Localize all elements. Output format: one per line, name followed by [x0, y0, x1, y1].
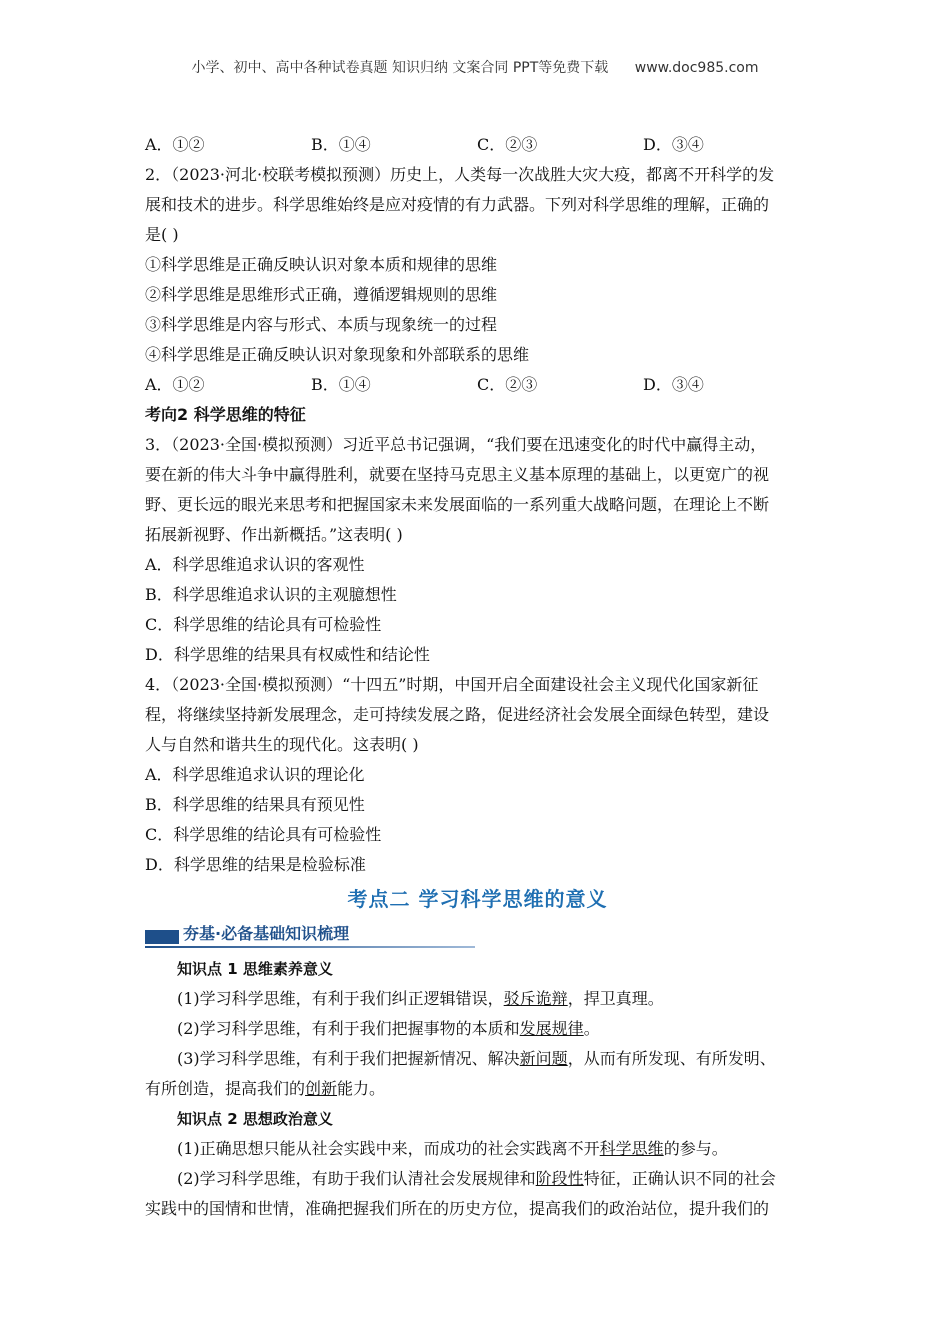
banner-bar	[145, 930, 179, 944]
option: B．①④	[311, 135, 371, 154]
option: C．科学思维的结论具有可检验性	[145, 615, 382, 634]
header-text: 小学、初中、高中各种试卷真题 知识归纳 文案合同 PPT等免费下载	[191, 60, 609, 76]
section-title: 考点二 学习科学思维的意义	[347, 887, 608, 911]
paragraph-continuation: 实践中的国情和世情，准确把握我们所在的历史方位，提高我们的政治站位，提升我们的	[145, 1199, 770, 1218]
paragraph: (2)学习科学思维，有利于我们把握事物的本质和发展规律。	[177, 1019, 600, 1038]
paragraph-continuation: 有所创造，提高我们的创新能力。	[145, 1079, 386, 1098]
statement: ②科学思维是思维形式正确，遵循逻辑规则的思维	[145, 285, 498, 304]
question-text: 要在新的伟大斗争中赢得胜利，就要在坚持马克思主义基本原理的基础上，以更宽广的视	[145, 465, 770, 484]
underlined-term: 新问题	[519, 1049, 568, 1068]
question-4	[145, 670, 810, 880]
option: B．科学思维追求认识的主观臆想性	[145, 585, 397, 604]
question-text: 人与自然和谐共生的现代化。这表明( )	[145, 735, 419, 754]
question-text: 程，将继续坚持新发展理念，走可持续发展之路，促进经济社会发展全面绿色转型，建设	[145, 705, 770, 724]
option: D．科学思维的结果具有权威性和结论性	[145, 645, 430, 664]
banner-rule	[145, 946, 475, 948]
paragraph: (1)正确思想只能从社会实践中来，而成功的社会实践离不开科学思维的参与。	[177, 1139, 728, 1158]
underlined-term: 驳斥诡辩	[503, 989, 568, 1008]
option: A．①②	[145, 375, 205, 394]
paragraph: (2)学习科学思维，有助于我们认清社会发展规律和阶段性特征，正确认识不同的社会	[177, 1169, 776, 1188]
q2-options	[145, 370, 810, 400]
paragraph: (1)学习科学思维，有利于我们纠正逻辑错误，驳斥诡辩，捍卫真理。	[177, 989, 664, 1008]
knowledge-point-title: 知识点 1 思维素养意义	[177, 960, 333, 978]
header-site: www.doc985.com	[634, 60, 759, 76]
question-3	[145, 430, 810, 670]
option: D．科学思维的结果是检验标准	[145, 855, 366, 874]
knowledge-point-title: 知识点 2 思想政治意义	[177, 1110, 333, 1128]
question-2	[145, 160, 810, 400]
option: D．③④	[643, 135, 704, 154]
option: B．①④	[311, 375, 371, 394]
banner-label: 夯基·必备基础知识梳理	[183, 924, 350, 943]
question-text: 是( )	[145, 225, 179, 244]
statement: ①科学思维是正确反映认识对象本质和规律的思维	[145, 255, 498, 274]
question-text: 2．（2023·河北·校联考模拟预测）历史上，人类每一次战胜大灾大疫，都离不开科学的发	[145, 165, 775, 184]
question-text: 野、更长远的眼光来思考和把握国家未来发展面临的一系列重大战略问题，在理论上不断	[145, 495, 770, 514]
page-header	[0, 57, 950, 77]
underlined-term: 创新	[305, 1079, 338, 1098]
q1-options	[145, 130, 810, 160]
option: A．科学思维追求认识的理论化	[145, 765, 365, 784]
option: B．科学思维的结果具有预见性	[145, 795, 365, 814]
question-text: 拓展新视野、作出新概括。”这表明( )	[145, 525, 403, 544]
section-banner	[145, 920, 810, 948]
option: A．科学思维追求认识的客观性	[145, 555, 365, 574]
document-body	[145, 130, 810, 1224]
underlined-term: 科学思维	[599, 1139, 664, 1158]
option: A．①②	[145, 135, 205, 154]
paragraph: (3)学习科学思维，有利于我们把握新情况、解决新问题，从而有所发现、有所发明、	[177, 1049, 776, 1068]
option: C．②③	[477, 135, 538, 154]
question-text: 4．（2023·全国·模拟预测）“十四五”时期，中国开启全面建设社会主义现代化国家新征	[145, 675, 759, 694]
subsection-heading: 考向2 科学思维的特征	[145, 405, 306, 424]
statement: ③科学思维是内容与形式、本质与现象统一的过程	[145, 315, 498, 334]
option: C．②③	[477, 375, 538, 394]
option: C．科学思维的结论具有可检验性	[145, 825, 382, 844]
option: D．③④	[643, 375, 704, 394]
question-text: 展和技术的进步。科学思维始终是应对疫情的有力武器。下列对科学思维的理解，正确的	[145, 195, 770, 214]
underlined-term: 阶段性	[535, 1169, 584, 1188]
question-text: 3．（2023·全国·模拟预测）习近平总书记强调，“我们要在迅速变化的时代中赢得主动，	[145, 435, 767, 454]
underlined-term: 发展规律	[519, 1019, 584, 1038]
statement: ④科学思维是正确反映认识对象现象和外部联系的思维	[145, 345, 530, 364]
